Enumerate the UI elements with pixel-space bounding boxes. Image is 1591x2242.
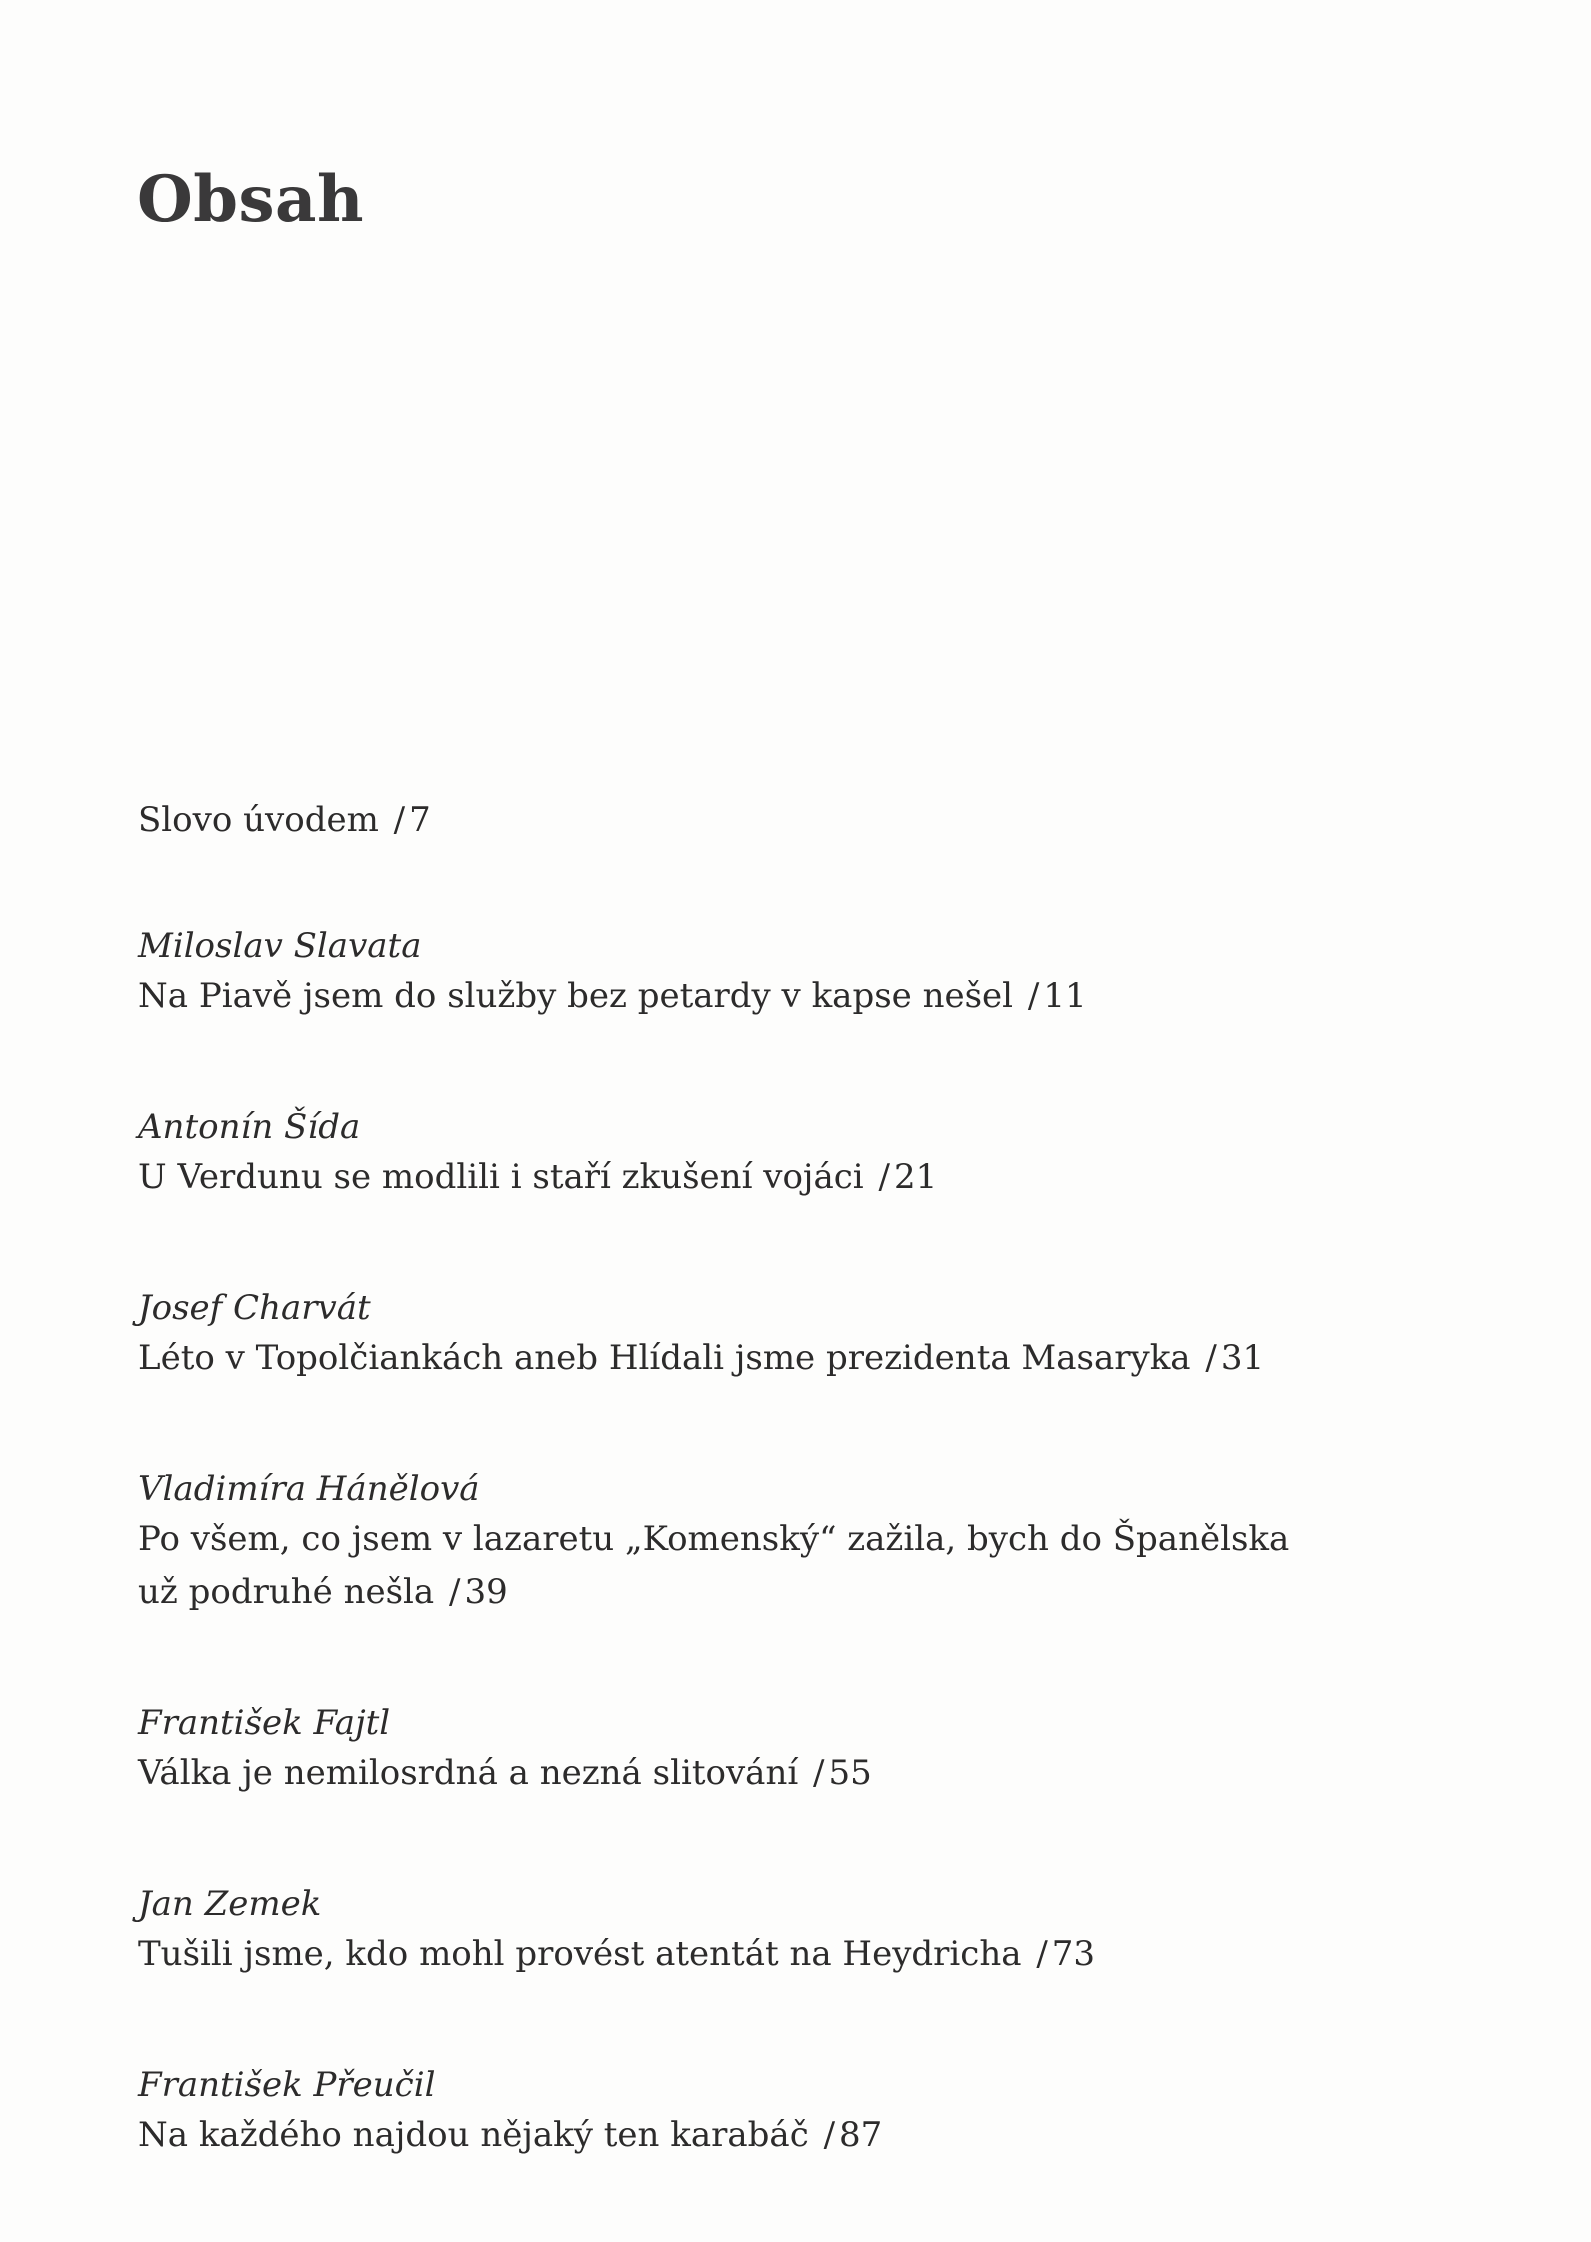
toc-title-line (138, 2109, 1358, 2162)
page-number: 11 (1043, 976, 1087, 1016)
toc-title: Válka je nemilosrdná a nezná slitování (138, 1753, 799, 1793)
page-separator: / (813, 1753, 825, 1793)
toc-entry (138, 2061, 1358, 2162)
page-title: Obsah (137, 162, 365, 237)
toc-author: Vladimíra Hánělová (138, 1469, 480, 1509)
toc-entry (138, 1699, 1358, 1800)
toc-title-line (138, 1928, 1358, 1981)
toc-author: František Fajtl (138, 1703, 391, 1743)
toc-entry (138, 1284, 1358, 1385)
page-separator: / (1036, 1934, 1048, 1974)
page-number: 7 (409, 800, 431, 840)
toc-title: už podruhé nešla (138, 1572, 435, 1612)
toc-title: Na každého najdou nějaký ten karabáč (138, 2115, 809, 2155)
toc-entry (138, 1465, 1358, 1619)
page-separator: / (449, 1572, 461, 1612)
toc-title-line (138, 1747, 1358, 1800)
toc-author: Antonín Šída (138, 1107, 361, 1147)
toc-entry-intro (138, 794, 1358, 847)
toc-title: Tušili jsme, kdo mohl provést atentát na Heydricha (138, 1934, 1022, 1974)
toc-title: Slovo úvodem (138, 800, 379, 840)
toc-title-line (138, 1151, 1358, 1204)
page-number: 39 (464, 1572, 508, 1612)
page-separator: / (1205, 1338, 1217, 1378)
toc-title-line (138, 794, 1358, 847)
page-number: 87 (839, 2115, 883, 2155)
toc-entry (138, 922, 1358, 1023)
toc-entry (138, 1103, 1358, 1204)
toc-title: Na Piavě jsem do služby bez petardy v kapse nešel (138, 976, 1014, 1016)
page-separator: / (878, 1157, 890, 1197)
page-number: 21 (893, 1157, 938, 1197)
page-separator: / (823, 2115, 836, 2155)
toc-title: U Verdunu se modlili i staří zkušení vojáci (138, 1157, 864, 1197)
toc-author: Miloslav Slavata (138, 926, 422, 966)
toc-entry (138, 1880, 1358, 1981)
toc-title: Léto v Topolčiankách aneb Hlídali jsme prezidenta Masaryka (138, 1338, 1191, 1378)
toc-title-line: Po všem, co jsem v lazaretu „Komenský“ zažila, bych do Španělska (138, 1519, 1290, 1559)
toc-author: Jan Zemek (138, 1884, 322, 1924)
page-number: 73 (1051, 1934, 1096, 1974)
toc-author: Josef Charvát (138, 1288, 371, 1328)
toc-title-line (138, 1566, 1358, 1619)
table-of-contents (138, 794, 1358, 2242)
page-number: 31 (1220, 1338, 1265, 1378)
toc-author: František Přeučil (138, 2065, 436, 2105)
page-separator: / (393, 800, 406, 840)
page-number: 55 (828, 1753, 872, 1793)
page-separator: / (1027, 976, 1040, 1016)
toc-title-line (138, 970, 1358, 1023)
toc-title-line (138, 1332, 1358, 1385)
